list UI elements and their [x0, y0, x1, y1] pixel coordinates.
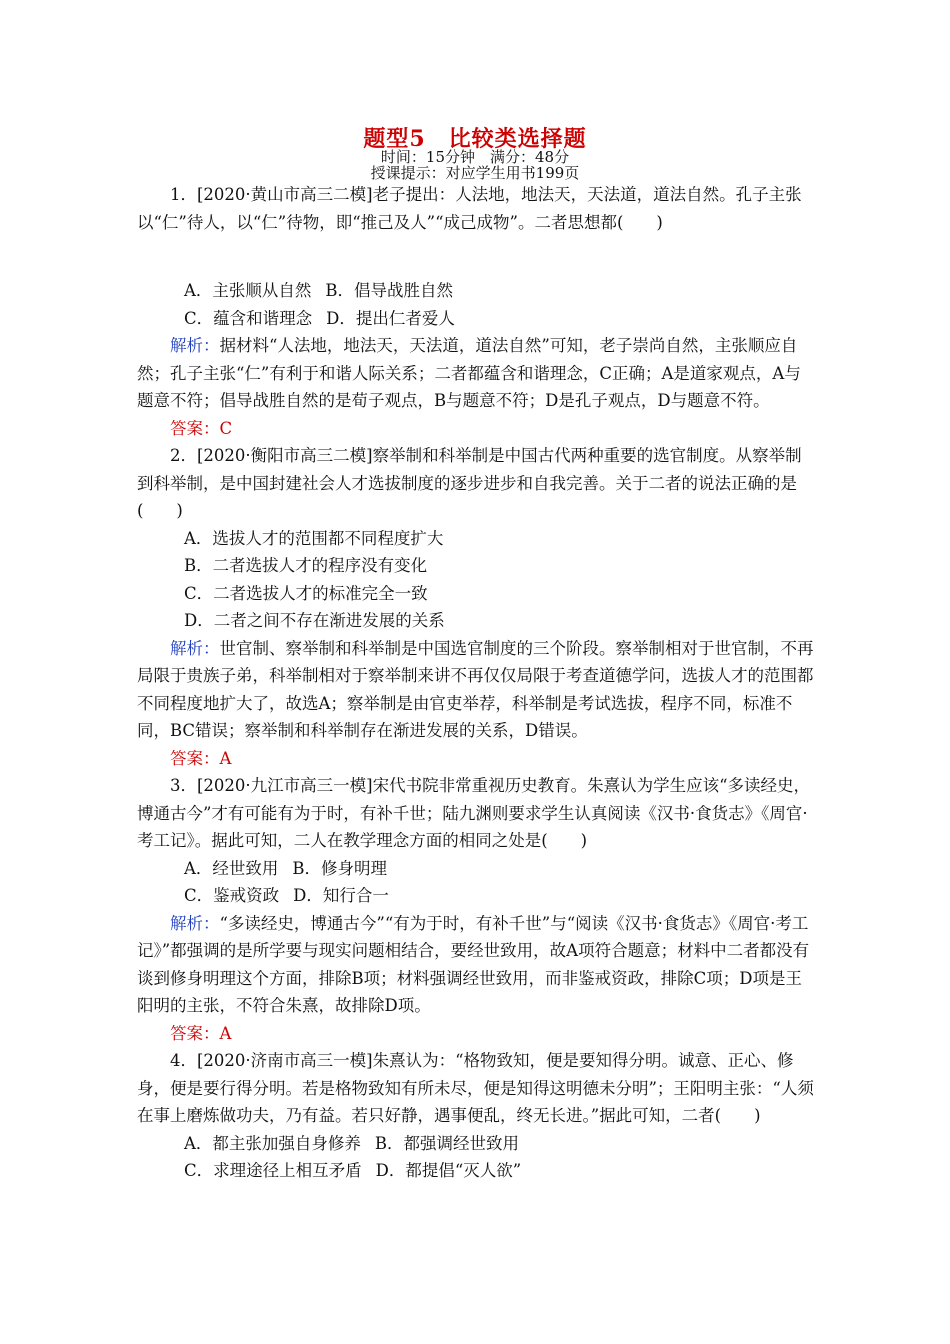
answer-value: C [219, 418, 233, 438]
teaching-hint-line: 授课提示：对应学生用书199页 [370, 164, 580, 182]
option-b: B．修身明理 [292, 858, 388, 878]
option-a: A．经世致用 [184, 858, 279, 878]
option-a: A．主张顺从自然 [184, 281, 312, 300]
question-2-analysis [137, 635, 817, 745]
question-4-stem: 4．[2020·济南市高三一模]朱熹认为：“格物致知，便是要知得分明。诚意、正心、修身，便是要行得分明。若是格物致知有所未尽，便是知得这明德未分明”；王阳明主张：“人须在事上磨炼做功夫，乃有益。若只好静，遇事便乱，终无长进。”据此可知，二者( ) [137, 1051, 814, 1125]
question-1-analysis [137, 332, 817, 415]
question-list [137, 181, 817, 1185]
option-c: C．鉴戒资政 [184, 886, 280, 905]
question-3-answer [137, 1020, 817, 1048]
option-b: B．倡导战胜自然 [325, 281, 454, 300]
time-score-line: 时间：15分钟 满分：48分 [380, 148, 570, 166]
option-b: B．都强调经世致用 [374, 1133, 520, 1153]
option-b: B．二者选拔人才的程序没有变化 [184, 556, 428, 575]
page-title: 题型5 比较类选择题 [363, 126, 587, 152]
answer-label: 答案： [170, 418, 220, 438]
analysis-text: 据材料“人法地，地法天，天法道，道法自然”可知，老子崇尚自然，主张顺应自然；孔子主张“仁”有利于和谐人际关系；二者都蕴含和谐理念，C正确；A是道家观点，A与题意不符；倡导战胜自然的是荀子观点，B与题意不符；D是孔子观点，D与题意不符。 [137, 336, 801, 410]
answer-label: 答案： [170, 748, 220, 768]
option-c: C．求理途径上相互矛盾 [184, 1161, 362, 1180]
question-4-options-row-2 [137, 1157, 817, 1185]
question-3-options-row-2 [137, 882, 817, 910]
question-4-options-row-1 [137, 1130, 817, 1158]
analysis-label: 解析： [170, 913, 220, 933]
option-d: D．提出仁者爱人 [326, 308, 455, 328]
analysis-label: 解析： [170, 638, 220, 658]
question-1-stem: 1．[2020·黄山市高三二模]老子提出：人法地，地法天，天法道，道法自然。孔子主张以“仁”待人，以“仁”待物，即“推己及人”“成己成物”。二者思想都( ) [137, 185, 802, 232]
question-1-answer [137, 415, 817, 443]
analysis-text: 世官制、察举制和科举制是中国选官制度的三个阶段。察举制相对于世官制，不再局限于贵族子弟，科举制相对于察举制来讲不再仅仅局限于考查道德学问，选拔人才的范围都不同程度地扩大了，故选A；察举制是由官吏举荐，科举制是考试选拔，程序不同，标准不同，BC错误；察举制和科举制存在渐进发展的关系，D错误。 [137, 638, 814, 740]
option-d: D．知行合一 [293, 886, 389, 905]
question-1-options-row-1 [137, 277, 817, 305]
question-2-answer [137, 745, 817, 773]
option-c: C．蕴含和谐理念 [184, 308, 313, 328]
question-3-analysis [137, 910, 817, 1020]
option-a: A．选拔人才的范围都不同程度扩大 [184, 528, 444, 548]
answer-value: A [219, 1023, 232, 1043]
question-3-stem: 3．[2020·九江市高三一模]宋代书院非常重视历史教育。朱熹认为学生应该“多读经史，博通古今”才有可能有为于时，有补千世；陆九渊则要求学生认真阅读《汉书·食货志》《周官·考工记》。据此可知，二人在教学理念方面的相同之处是( ) [137, 776, 811, 850]
option-a: A．都主张加强自身修养 [184, 1133, 361, 1153]
answer-value: A [219, 748, 232, 768]
option-d: D．都提倡“灭人欲” [375, 1161, 522, 1180]
analysis-text: “多读经史，博通古今”“有为于时，有补千世”与“阅读《汉书·食货志》《周官·考工记》”都强调的是所学要与现实问题相结合，要经世致用，故A项符合题意；材料中二者都没有谈到修身明理这个方面，排除B项；材料强调经世致用，而非鉴戒资政，排除C项；D项是王阳明的主张，不符合朱熹，故排除D项。 [137, 913, 810, 1015]
question-2-stem: 2．[2020·衡阳市高三二模]察举制和科举制是中国古代两种重要的选官制度。从察举制到科举制，是中国封建社会人才选拔制度的逐步进步和自我完善。关于二者的说法正确的是( ) [137, 446, 802, 520]
option-d: D．二者之间不存在渐进发展的关系 [184, 611, 445, 630]
option-c: C．二者选拔人才的标准完全一致 [184, 583, 428, 603]
question-3-options-row-1 [137, 855, 817, 883]
answer-space [137, 236, 817, 277]
question-1-options-row-2 [137, 305, 817, 333]
analysis-label: 解析： [170, 336, 220, 355]
answer-label: 答案： [170, 1023, 220, 1043]
